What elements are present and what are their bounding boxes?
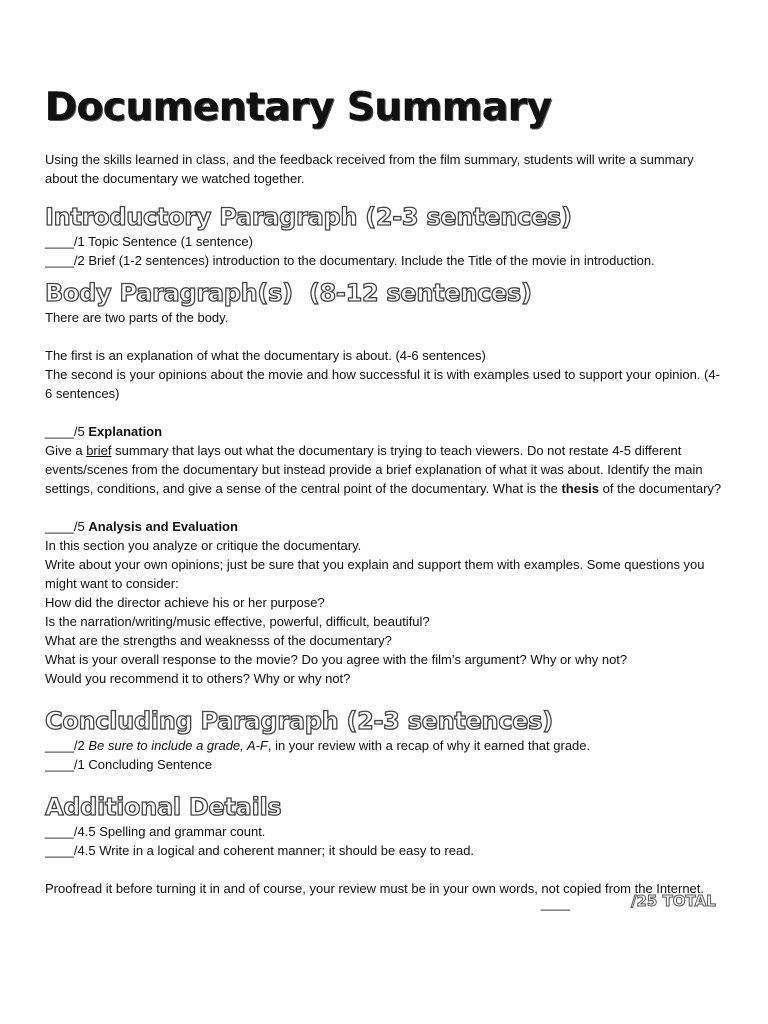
analysis-line: What are the strengths and weaknesss of the documentary? (45, 633, 392, 648)
analysis-line: What is your overall response to the movie? Do you agree with the film’s argument? Why or why not? (45, 652, 628, 667)
grade-instruction: Be sure to include a grade, A-F (88, 738, 268, 753)
score-blank: ____ (45, 519, 74, 534)
analysis-line: In this section you analyze or critique the documentary. (45, 538, 362, 553)
points: /1 (73, 757, 85, 772)
concluding-heading: Concluding Paragraph (2-3 sentences) (45, 707, 553, 735)
page-title: Documentary Summary (45, 85, 552, 130)
explanation-text (45, 441, 725, 498)
proofread-text: Proofread it before turning it in and of course, your review must be in your own words, not copied from the Internet. (45, 881, 705, 896)
concluding-item-grade (45, 736, 725, 755)
points: /4.5 (73, 843, 96, 858)
explanation-item (45, 422, 725, 441)
analysis-line: How did the director achieve his or her purpose? (45, 595, 325, 610)
analysis-line: Would you recommend it to others? Why or why not? (45, 671, 351, 686)
total-label: /25 TOTAL (631, 892, 716, 910)
explanation-brief: brief (86, 443, 112, 458)
score-blank: ____ (45, 824, 74, 839)
item-text: Spelling and grammar count. (95, 824, 266, 839)
intro-item-brief (45, 251, 725, 270)
item-text: , in your review with a recap of why it earned that grade. (267, 738, 591, 753)
score-blank: ____ (45, 738, 74, 753)
score-blank: ____ (45, 843, 74, 858)
intro-text: Using the skills learned in class, and the feedback received from the film summary, students will write a summary about the documentary we watched together. (45, 152, 694, 186)
points: /5 (73, 424, 89, 439)
score-blank: ____ (45, 253, 74, 268)
additional-item-spelling (45, 822, 725, 841)
introductory-heading: Introductory Paragraph (2-3 sentences) (45, 203, 572, 231)
analysis-label: Analysis and Evaluation (88, 519, 238, 534)
explanation-text-c: of the documentary? (599, 481, 722, 496)
explanation-label: Explanation (88, 424, 163, 439)
body-heading: Body Paragraph(s) (8-12 sentences) (45, 279, 532, 307)
score-blank: ____ (45, 234, 74, 249)
explanation-text-b: summary that lays out what the documentary is trying to teach viewers. Do not restate 4-5 different events/scenes from the documentary but instead provide a brief explanation of what it was about. Identify the main settings, conditions, and give a sense of the central point of the documentary. What is the (45, 443, 703, 496)
points: /4.5 (73, 824, 96, 839)
item-text: Write in a logical and coherent manner; it should be easy to read. (95, 843, 475, 858)
analysis-line: Write about your own opinions; just be sure that you explain and support them with examples. Some questions you might want to consider: (45, 557, 705, 591)
analysis-line: Is the narration/writing/music effective, powerful, difficult, beautiful? (45, 614, 430, 629)
points: /5 (73, 519, 89, 534)
points: /1 (73, 234, 85, 249)
points: /2 (73, 253, 85, 268)
explanation-thesis: thesis (561, 481, 600, 496)
item-text: Brief (1-2 sentences) introduction to the documentary. Include the Title of the movie in introduction. (84, 253, 655, 268)
score-blank: ____ (45, 424, 74, 439)
explanation-text-a: Give a (45, 443, 87, 458)
intro-item-topic-sentence (45, 232, 725, 251)
concluding-item-sentence (45, 755, 725, 774)
analysis-item (45, 517, 725, 536)
document-page (45, 80, 725, 911)
item-text: Concluding Sentence (84, 757, 212, 772)
total-score-blank: ____ (541, 896, 570, 911)
additional-heading: Additional Details (45, 793, 282, 821)
additional-item-logical (45, 841, 725, 860)
body-first-part: The first is an explanation of what the documentary is about. (4-6 sentences) (45, 348, 486, 363)
item-text: Topic Sentence (1 sentence) (84, 234, 253, 249)
points: /2 (73, 738, 89, 753)
score-blank: ____ (45, 757, 74, 772)
body-parts-intro: There are two parts of the body. (45, 310, 229, 325)
body-second-part: The second is your opinions about the movie and how successful it is with examples used to support your opinion. (4-6 sentences) (45, 367, 720, 401)
